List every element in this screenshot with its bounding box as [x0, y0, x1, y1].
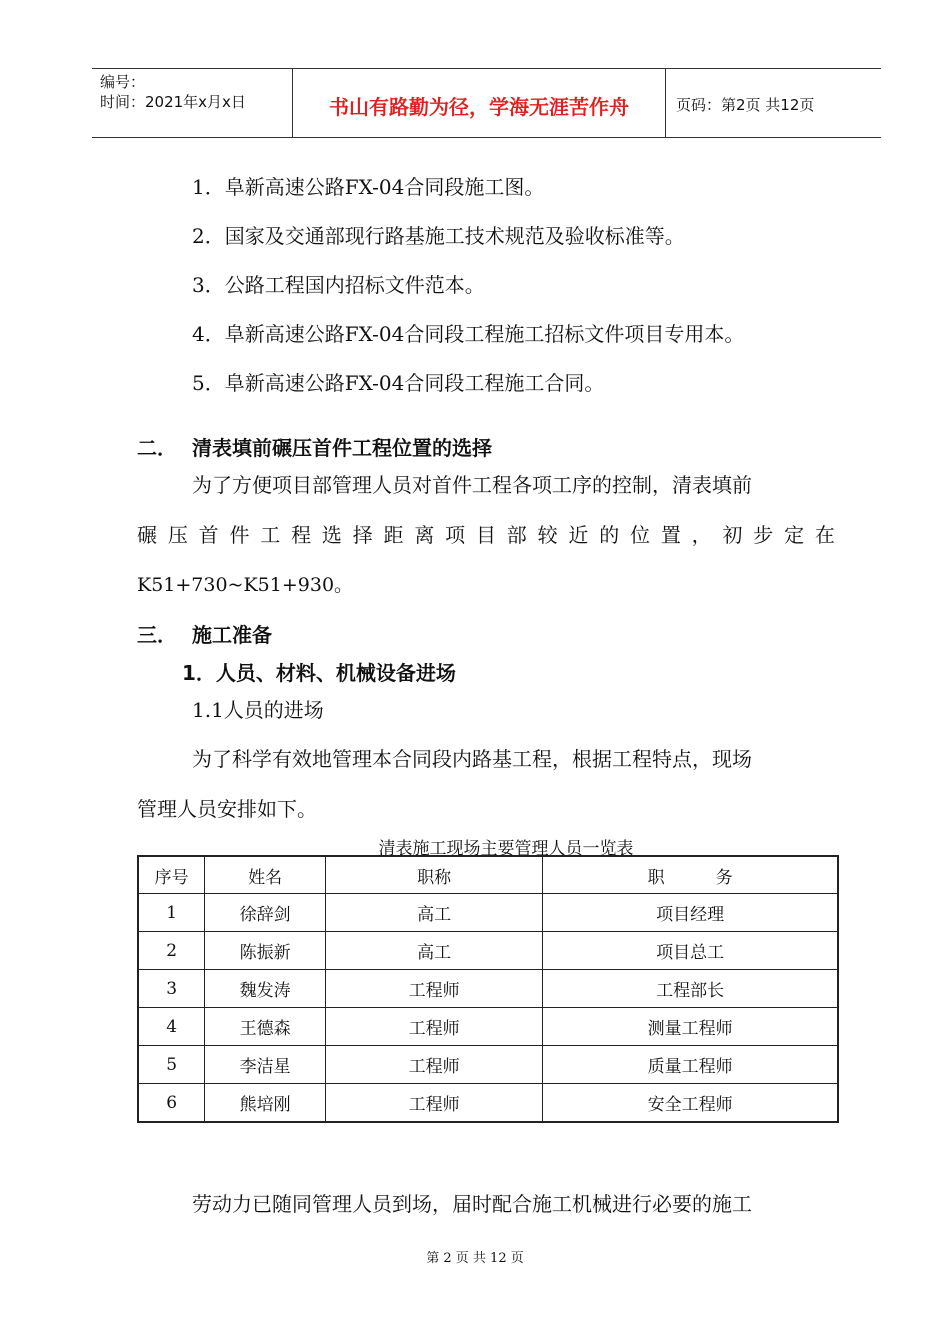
- justified-char: 程: [291, 523, 312, 547]
- basis-item-1: 1．阜新高速公路FX-04合同段施工图。: [192, 175, 545, 199]
- basis-item-3: 3．公路工程国内招标文件范本。: [192, 273, 485, 297]
- justified-char: 的: [599, 523, 620, 547]
- justified-char: ，: [691, 523, 712, 547]
- justified-char: 首: [198, 523, 219, 547]
- header-title: 职称: [325, 856, 542, 894]
- header-name: 姓名: [205, 856, 326, 894]
- table-header-row: [138, 856, 838, 894]
- justified-char: 置: [660, 523, 681, 547]
- cell-name: 王德森: [205, 1008, 326, 1046]
- cell-position: 项目经理: [543, 894, 838, 932]
- justified-char: 距: [383, 523, 404, 547]
- document-number-label: 编号：: [100, 73, 146, 91]
- header-position: 职 务: [543, 856, 838, 894]
- table-row: [138, 894, 838, 932]
- justified-char: 定: [784, 523, 805, 547]
- document-time-label: 时间：2021年x月x日: [100, 93, 246, 111]
- justified-char: 目: [475, 523, 496, 547]
- section2-number: 二．: [137, 436, 177, 460]
- cell-position: 测量工程师: [543, 1008, 838, 1046]
- basis-item-4: 4．阜新高速公路FX-04合同段工程施工招标文件项目专用本。: [192, 322, 745, 346]
- cell-title: 工程师: [325, 1046, 542, 1084]
- staff-table: [137, 855, 839, 1123]
- table-row: [138, 1046, 838, 1084]
- justified-char: 部: [506, 523, 527, 547]
- section2-paragraph-line3: K51+730~K51+930。: [137, 574, 354, 596]
- header-page-cell: [666, 69, 881, 137]
- justified-char: 压: [167, 523, 188, 547]
- section2-title: 清表填前碾压首件工程位置的选择: [192, 436, 492, 460]
- cell-serial: 5: [138, 1046, 205, 1084]
- cell-serial: 2: [138, 932, 205, 970]
- table-caption: 清表施工现场主要管理人员一览表: [378, 839, 634, 859]
- cell-title: 高工: [325, 932, 542, 970]
- page-footer: 第 2 页 共 12 页: [426, 1251, 524, 1266]
- header-meta-cell: [92, 69, 293, 137]
- cell-name: 李洁星: [205, 1046, 326, 1084]
- justified-char: 近: [568, 523, 589, 547]
- section3-paragraph-line2: 管理人员安排如下。: [137, 797, 317, 821]
- section3-title: 施工准备: [192, 623, 272, 647]
- table-row: [138, 932, 838, 970]
- cell-position: 安全工程师: [543, 1084, 838, 1123]
- justified-char: 在: [814, 523, 835, 547]
- cell-serial: 6: [138, 1084, 205, 1123]
- cell-title: 工程师: [325, 970, 542, 1008]
- section3-number: 三．: [137, 623, 177, 647]
- cell-serial: 3: [138, 970, 205, 1008]
- section3-subsubtitle: 1.1人员的进场: [192, 698, 324, 722]
- table-row: [138, 1084, 838, 1123]
- cell-serial: 1: [138, 894, 205, 932]
- basis-item-2: 2．国家及交通部现行路基施工技术规范及验收标准等。: [192, 224, 685, 248]
- header-serial: 序号: [138, 856, 205, 894]
- cell-serial: 4: [138, 1008, 205, 1046]
- cell-title: 高工: [325, 894, 542, 932]
- table-row: [138, 970, 838, 1008]
- justified-char: 工: [260, 523, 281, 547]
- justified-char: 较: [537, 523, 558, 547]
- cell-name: 陈振新: [205, 932, 326, 970]
- justified-char: 位: [630, 523, 650, 547]
- cell-name: 徐辞剑: [205, 894, 326, 932]
- header-page-info: 页码：第2页 共12页: [676, 96, 815, 114]
- justified-char: 步: [753, 523, 774, 547]
- cell-name: 魏发涛: [205, 970, 326, 1008]
- section3-paragraph-line1: 为了科学有效地管理本合同段内路基工程，根据工程特点，现场: [192, 747, 752, 771]
- justified-char: 离: [414, 523, 435, 547]
- justified-char: 碾: [137, 523, 157, 547]
- justified-char: 择: [352, 523, 373, 547]
- cell-position: 质量工程师: [543, 1046, 838, 1084]
- justified-char: 件: [229, 523, 250, 547]
- justified-char: 选: [321, 523, 342, 547]
- table-row: [138, 1008, 838, 1046]
- justified-char: 项: [445, 523, 466, 547]
- closing-paragraph: 劳动力已随同管理人员到场，届时配合施工机械进行必要的施工: [192, 1192, 752, 1216]
- basis-item-5: 5．阜新高速公路FX-04合同段工程施工合同。: [192, 371, 605, 395]
- header-motto-cell: [293, 69, 666, 137]
- cell-title: 工程师: [325, 1084, 542, 1123]
- cell-name: 熊培刚: [205, 1084, 326, 1123]
- section2-paragraph-line2: [137, 522, 835, 548]
- section3-subtitle: 1．人员、材料、机械设备进场: [182, 661, 456, 685]
- section2-paragraph-line1: 为了方便项目部管理人员对首件工程各项工序的控制，清表填前: [192, 473, 752, 497]
- page-header: [92, 68, 881, 138]
- cell-title: 工程师: [325, 1008, 542, 1046]
- cell-position: 项目总工: [543, 932, 838, 970]
- header-motto: 书山有路勤为径，学海无涯苦作舟: [329, 95, 629, 119]
- cell-position: 工程部长: [543, 970, 838, 1008]
- justified-char: 初: [722, 523, 743, 547]
